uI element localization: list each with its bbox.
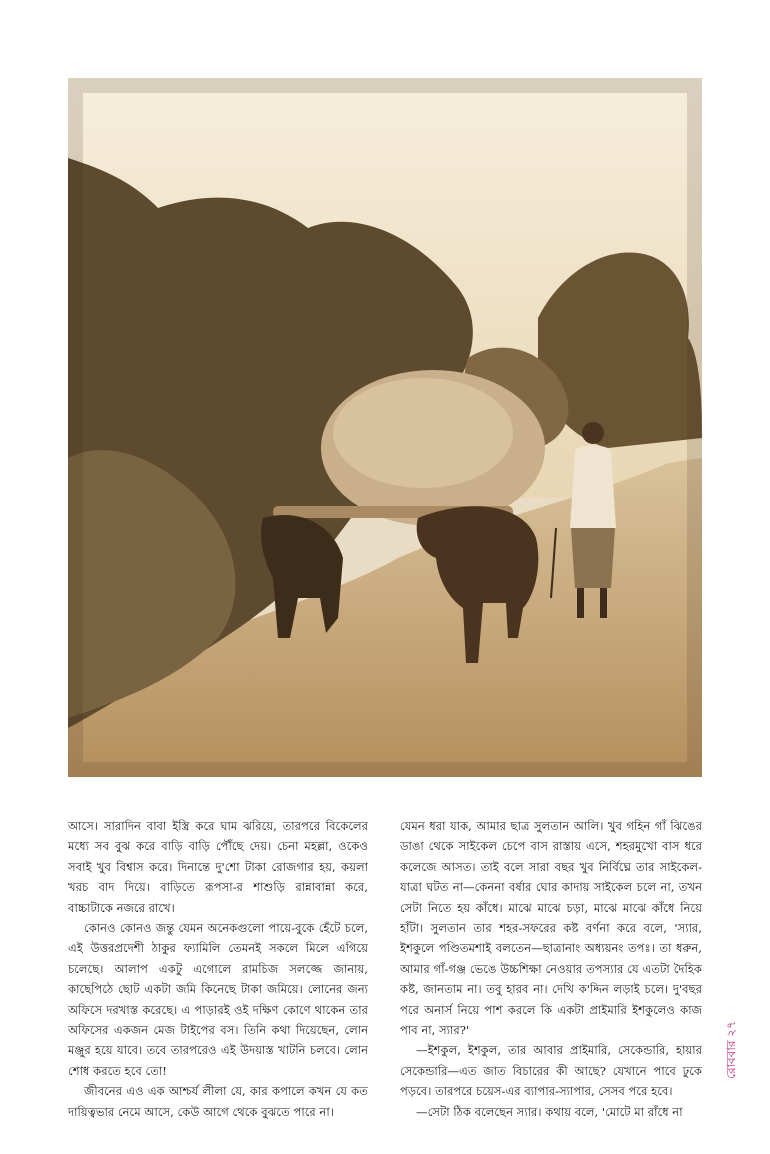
man-shirt — [570, 446, 616, 529]
paragraph: —সেটা ঠিক বলেছেন স্যার। কথায় বলে, 'মোটে মা রাঁধে না — [416, 1104, 683, 1119]
page-folio — [722, 1010, 744, 1090]
man-lungi — [571, 528, 615, 588]
paragraph: যেমন ধরা যাক, আমার ছাত্র সুলতান আলি। খুব গহিন গাঁ ঝিঙের ডাঙা থেকে সাইকেল চেপে বাস রাস্তায় এসে, শহরমুখো বাস ধরে কলেজে আসত। তাই বলে সারা বছর খুব নির্বিঘ্নে তার সাইকেল-যাত্রা ঘটত না—কেননা বর্ষার ঘোর কাদায় সাইকেল চলে না, তখন সেটা নিতে হয় কাঁধে। মাঝে মাঝে চড়া, মাঝে মাঝে কাঁধে নিয়ে হাঁটা। সুলতান তার শহর-সফরের কষ্ট বর্ণনা করে বলে, 'স্যার, ইশকুলে পণ্ডিতমশাই বলতেন—ছাত্রানাং অধ্যয়নং তপঃ। তা ধরুন, আমার গাঁ-গঞ্জ ভেঙে উচ্চশিক্ষা নেওয়ার তপস্যার যে এতটা দৈহিক কষ্ট, জানতাম না। তবু হারব না। দেখি ক'দ্দিন লড়াই চলে। দু'বছর পরে অনার্স নিয়ে পাশ করলে কি একটা প্রাইমারি ইশকুলেও কাজ পাব না, স্যার?' — [400, 819, 702, 1038]
bullock-cart-photo — [68, 78, 702, 777]
paragraph: —ইশকুল, ইশকুল, তার আবার প্রাইমারি, সেকেন্ডারি, হায়ার সেকেন্ডারি—এত জাত বিচারের কী আছে? যেখানে পাবে ঢুকে পড়বে। তারপরে চয়েস-এর ব্যাপার-স্যাপার, সেসব পরে হবে। — [400, 1043, 702, 1099]
man-head — [582, 422, 604, 444]
paragraph: আসে। সারাদিন বাবা ইস্ত্রি করে ঘাম ঝরিয়ে, তারপরে বিকেলের মধ্যে সব বুঝ করে বাড়ি বাড়ি পৌঁছে দেয়। চেনা মহল্লা, ওকেও সবাই খুব বিশ্বাস করে। দিনান্তে দু'শো টাকা রোজগার হয়, কয়লা খরচ বাদ দিয়ে। বাড়িতে রূপসা-র শাশুড়ি রান্নাবান্না করে, বাচ্চাটাকে নজরে রাখে। — [68, 819, 368, 915]
article-column-left — [68, 816, 368, 1122]
folio-text: রোববার ২৭ — [724, 1021, 738, 1079]
paragraph: জীবনের এও এক আশ্চর্য লীলা যে, কার কপালে কখন যে কত দায়িত্বভার নেমে আসে, কেউ আগে থেকে বুঝতে পারে না। — [68, 1084, 368, 1119]
paragraph: কোনও কোনও জন্তু যেমন অনেকগুলো পায়ে-বুকে হেঁটে চলে, এই উত্তরপ্রদেশী ঠাকুর ফ্যামিলি তেমনই সকলে মিলে এগিয়ে চলেছে। আলাপ একটু এগোলে রামচিজ সলজ্জে জানায়, কাছেপিঠে ছোট একটা জমি কিনেছে টাকা জমিয়ে। লোনের জন্য অফিসে দরখাস্ত করেছে। এ পাড়ারই ওই দক্ষিণ কোণে থাকেন তার অফিসের একজন মেজ টাইপের বস। তিনি কথা দিয়েছেন, লোন মঞ্জুর হয়ে যাবে। তবে তারপরেও এই উদয়াস্ত খাটনি চলবে। লোন শোধ করতে হবে তো! — [68, 921, 368, 1078]
article-column-right — [400, 816, 702, 1122]
